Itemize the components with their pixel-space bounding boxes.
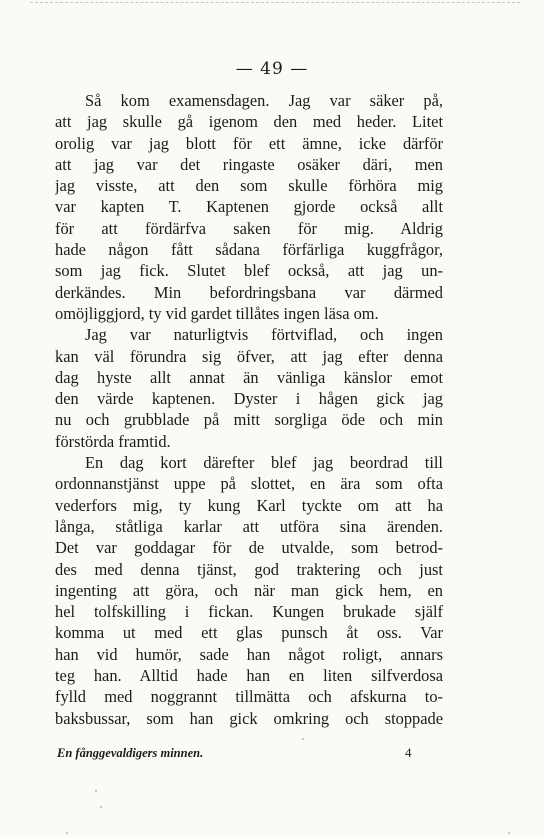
text-line: baksbussar, som han gick omkring och stoppade — [55, 708, 443, 728]
text-line: ordonnanstjänst uppe på slottet, en ära som ofta — [55, 474, 443, 494]
text-line: dag hyste allt annat än vänliga känslor emot — [55, 367, 443, 387]
body-text — [55, 90, 443, 729]
text-line: derkändes. Min befordringsbana var därmed — [55, 282, 443, 302]
signature-mark: 4 — [405, 745, 412, 760]
text-line: komma ut med ett glas punsch åt oss. Var — [55, 623, 443, 643]
text-line: Jag var naturligtvis förtviflad, och ingen — [85, 325, 443, 345]
text-line: Så kom examensdagen. Jag var säker på, — [85, 91, 443, 110]
text-line: des med denna tjänst, god traktering och just — [55, 559, 443, 579]
text-line: att jag var det ringaste osäker däri, men — [55, 154, 443, 174]
text-line: hade någon fått sådana förfärliga kuggfrågor, — [55, 240, 443, 260]
paper-speck — [66, 832, 68, 834]
text-line: nu och grubblade på mitt sorgliga öde och min — [55, 410, 443, 430]
text-line: förstörda framtid. — [55, 431, 171, 451]
text-line: att jag skulle gå igenom den med heder. Litet — [55, 112, 443, 132]
text-line: för att fördärfva saken för mig. Aldrig — [55, 218, 443, 238]
text-line: hel tolfskilling i fickan. Kungen brukade själf — [55, 602, 443, 622]
text-line: omöjliggjord, ty vid gardet tillåtes ingen läsa om. — [55, 303, 379, 323]
text-line: var kapten T. Kaptenen gjorde också allt — [55, 197, 443, 217]
text-line: Det var goddagar för de utvalde, som betrod- — [55, 538, 443, 558]
text-line: teg han. Alltid hade han en liten silfverdosa — [55, 666, 443, 686]
text-line: långa, ståtliga karlar att utföra sina ärenden. — [55, 516, 443, 536]
text-line: vederfors mig, ty kung Karl tyckte om att ha — [55, 495, 443, 515]
text-line: fylld med noggrannt tillmätta och afskurna to- — [55, 687, 443, 707]
page-number: — 49 — — [235, 59, 309, 79]
running-footer-title: En fånggevaldigers minnen. — [57, 746, 204, 760]
text-line: kan väl förundra sig öfver, att jag efter denna — [55, 346, 443, 366]
top-edge-rule — [30, 2, 520, 3]
text-line: han vid humör, sade han något roligt, annars — [55, 644, 443, 664]
text-line: orolig var jag blott för ett ämne, icke därför — [55, 133, 443, 153]
paper-speck — [508, 832, 510, 834]
text-line: En dag kort därefter blef jag beordrad till — [85, 453, 443, 473]
text-line: den värde kaptenen. Dyster i hågen gick jag — [55, 389, 443, 409]
text-line: jag visste, att den som skulle förhöra mig — [55, 176, 443, 196]
text-line: ingenting att göra, och när man gick hem, en — [55, 580, 443, 600]
paper-speck — [95, 790, 97, 792]
paper-speck — [100, 806, 102, 808]
text-line: som jag fick. Slutet blef också, att jag un- — [55, 261, 443, 281]
paper-speck — [302, 738, 304, 740]
